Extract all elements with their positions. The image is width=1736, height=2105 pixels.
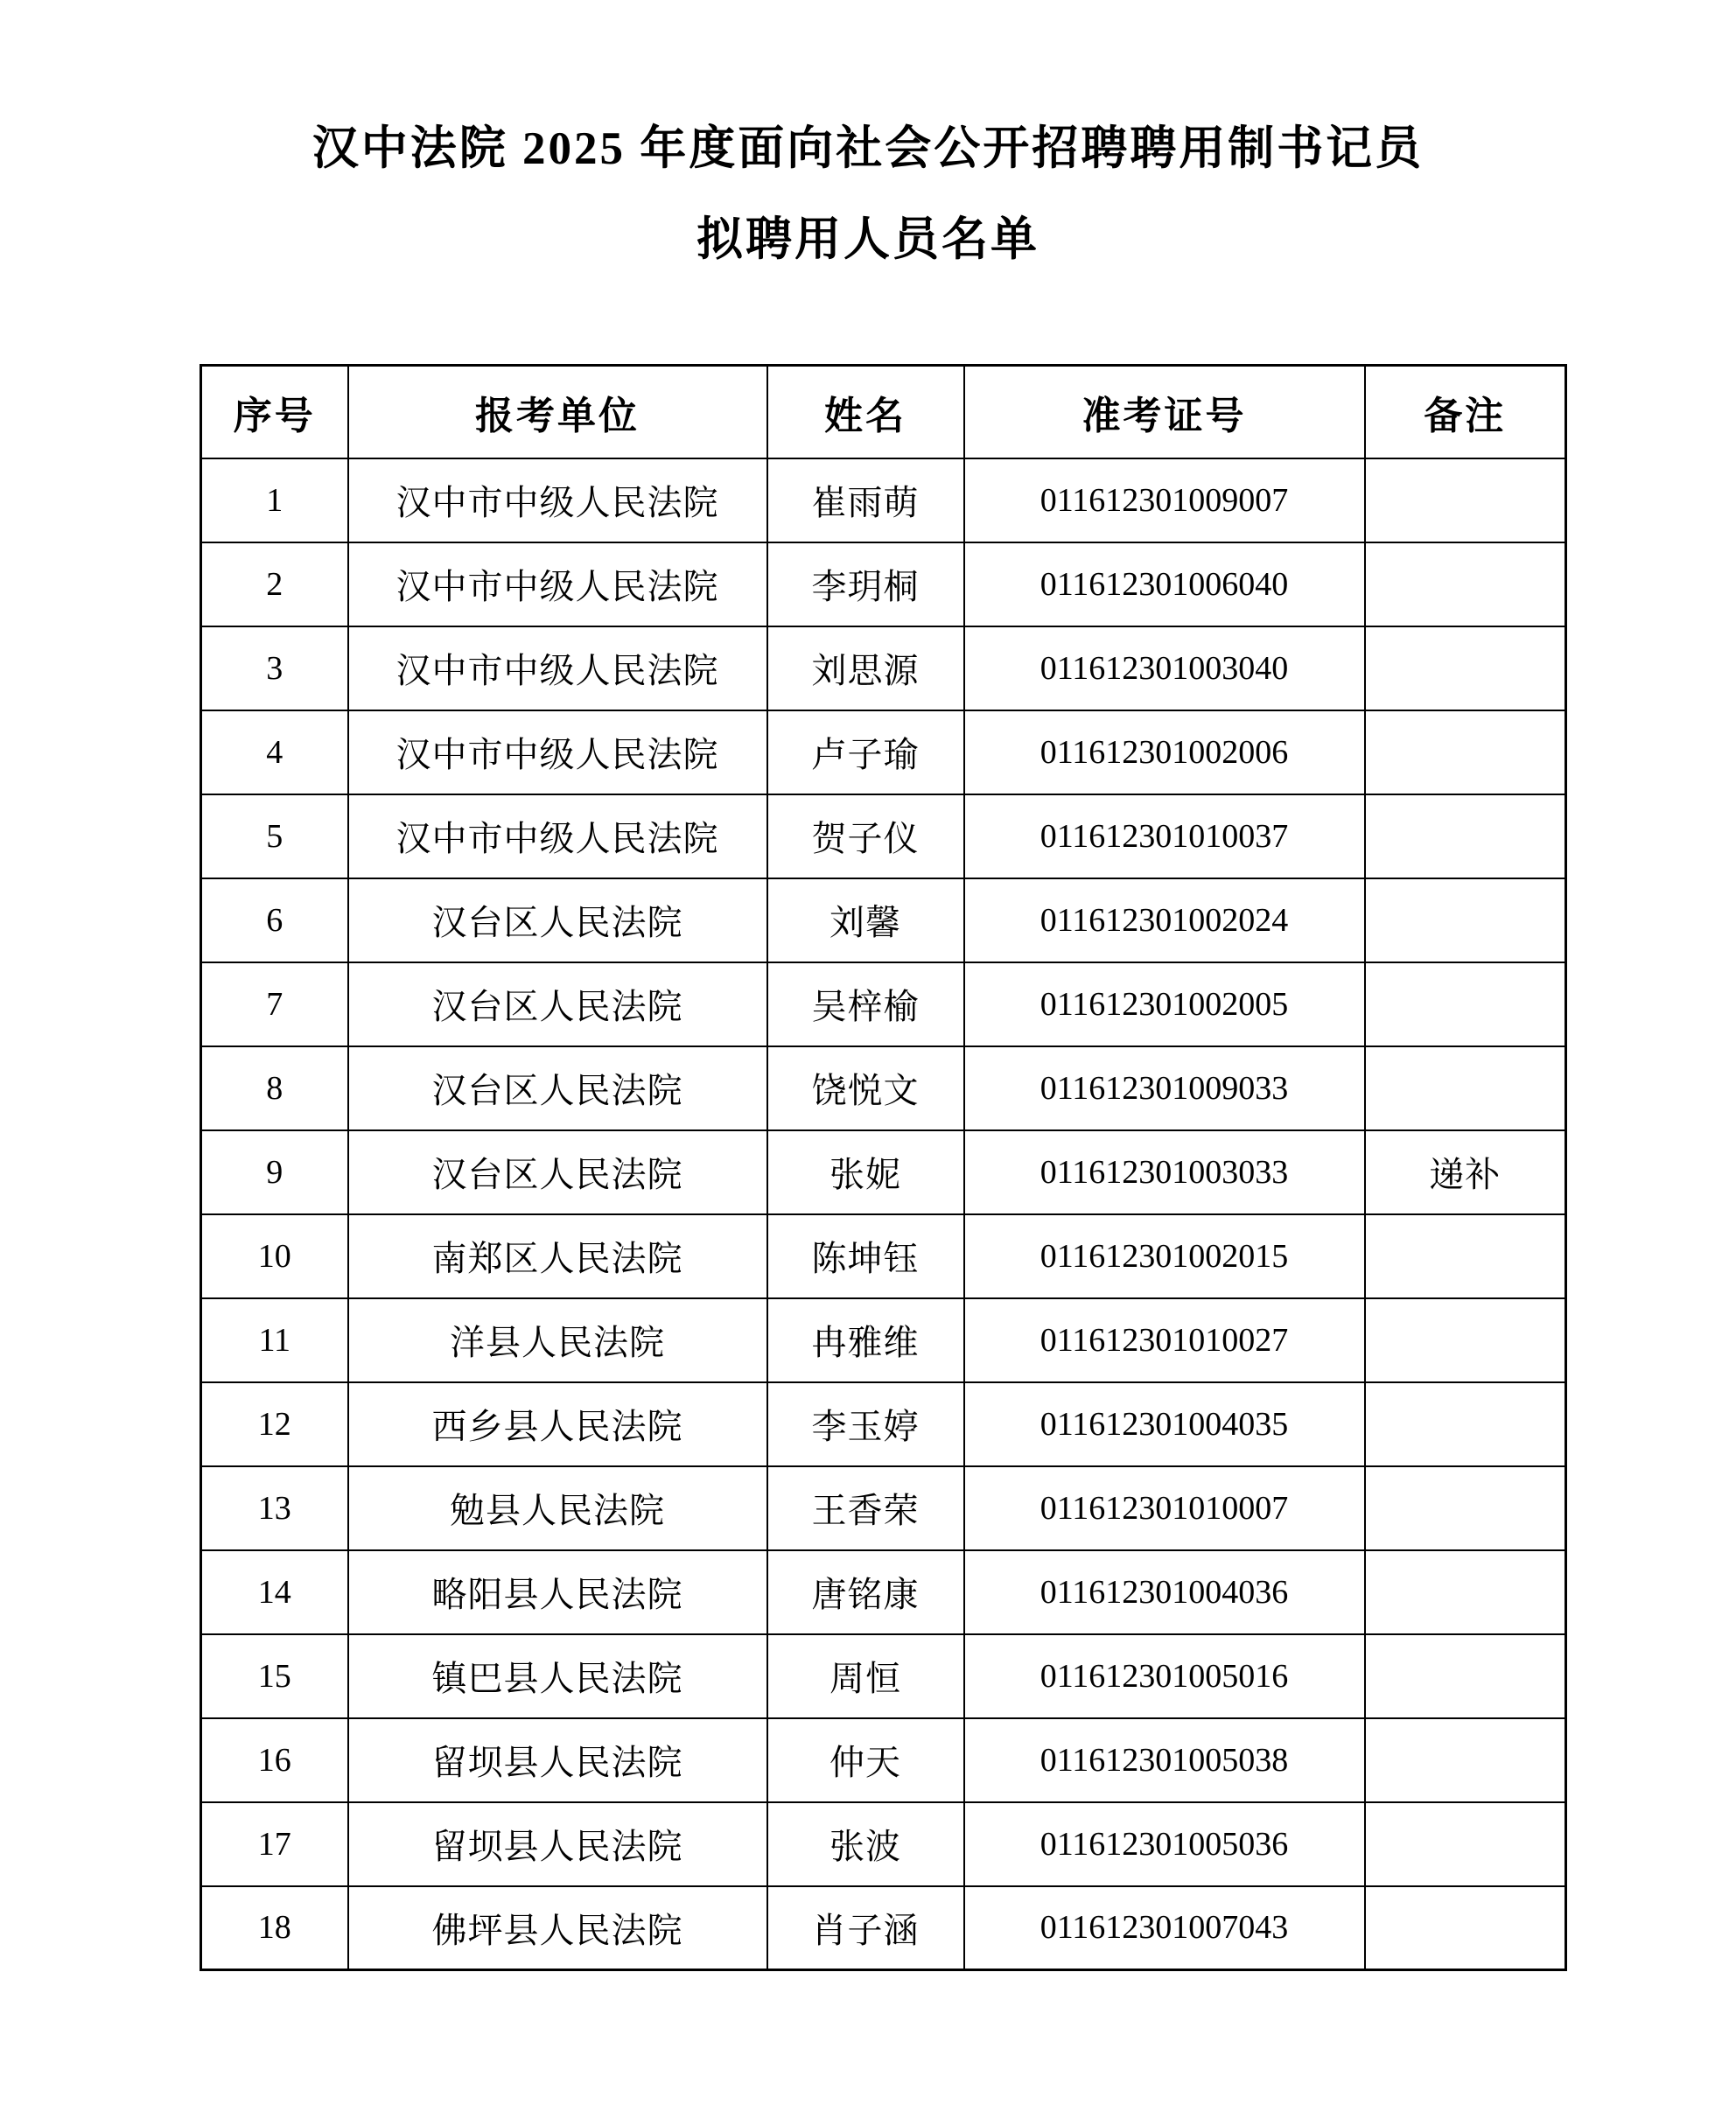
cell-remark: [1365, 542, 1566, 626]
table-row: [201, 962, 1566, 1046]
cell-exam-no: 011612301002006: [964, 710, 1365, 794]
cell-remark: 递补: [1365, 1130, 1566, 1214]
cell-no: 17: [201, 1802, 348, 1886]
table-row: [201, 1046, 1566, 1130]
table-row: [201, 1382, 1566, 1466]
cell-name: 吴梓榆: [767, 962, 964, 1046]
cell-name: 肖子涵: [767, 1886, 964, 1970]
cell-no: 16: [201, 1718, 348, 1802]
table-row: [201, 794, 1566, 878]
header-cell-remark: 备注: [1365, 366, 1566, 458]
cell-unit: 汉中市中级人民法院: [348, 794, 767, 878]
cell-name: 张波: [767, 1802, 964, 1886]
cell-name: 刘馨: [767, 878, 964, 962]
cell-unit: 汉台区人民法院: [348, 878, 767, 962]
cell-no: 3: [201, 626, 348, 710]
table-header-row: [201, 366, 1566, 458]
cell-no: 4: [201, 710, 348, 794]
header-cell-unit: 报考单位: [348, 366, 767, 458]
cell-exam-no: 011612301009007: [964, 458, 1365, 542]
cell-exam-no: 011612301003033: [964, 1130, 1365, 1214]
cell-unit: 勉县人民法院: [348, 1466, 767, 1550]
cell-name: 刘思源: [767, 626, 964, 710]
table-row: [201, 542, 1566, 626]
cell-remark: [1365, 710, 1566, 794]
table-row: [201, 1718, 1566, 1802]
cell-exam-no: 011612301003040: [964, 626, 1365, 710]
cell-unit: 汉台区人民法院: [348, 962, 767, 1046]
cell-remark: [1365, 1634, 1566, 1718]
cell-no: 7: [201, 962, 348, 1046]
table-row: [201, 1466, 1566, 1550]
cell-unit: 留坝县人民法院: [348, 1802, 767, 1886]
table-row: [201, 458, 1566, 542]
cell-unit: 略阳县人民法院: [348, 1550, 767, 1634]
cell-no: 15: [201, 1634, 348, 1718]
cell-remark: [1365, 962, 1566, 1046]
table-row: [201, 710, 1566, 794]
cell-name: 贺子仪: [767, 794, 964, 878]
header-cell-name: 姓名: [767, 366, 964, 458]
cell-remark: [1365, 1298, 1566, 1382]
cell-name: 周恒: [767, 1634, 964, 1718]
table-row: [201, 1130, 1566, 1214]
cell-unit: 镇巴县人民法院: [348, 1634, 767, 1718]
cell-remark: [1365, 1802, 1566, 1886]
cell-exam-no: 011612301007043: [964, 1886, 1365, 1970]
table-row: [201, 878, 1566, 962]
cell-exam-no: 011612301002005: [964, 962, 1365, 1046]
cell-name: 陈坤钰: [767, 1214, 964, 1298]
cell-name: 饶悦文: [767, 1046, 964, 1130]
table-row: [201, 1802, 1566, 1886]
cell-no: 5: [201, 794, 348, 878]
table-row: [201, 1634, 1566, 1718]
cell-no: 10: [201, 1214, 348, 1298]
cell-unit: 佛坪县人民法院: [348, 1886, 767, 1970]
cell-exam-no: 011612301004036: [964, 1550, 1365, 1634]
cell-exam-no: 011612301005036: [964, 1802, 1365, 1886]
cell-remark: [1365, 1046, 1566, 1130]
table-row: [201, 1886, 1566, 1970]
cell-exam-no: 011612301010037: [964, 794, 1365, 878]
cell-unit: 留坝县人民法院: [348, 1718, 767, 1802]
cell-exam-no: 011612301005038: [964, 1718, 1365, 1802]
hire-list-table: [200, 364, 1567, 1971]
cell-exam-no: 011612301002024: [964, 878, 1365, 962]
cell-unit: 汉中市中级人民法院: [348, 458, 767, 542]
cell-name: 王香荣: [767, 1466, 964, 1550]
cell-no: 1: [201, 458, 348, 542]
cell-name: 卢子瑜: [767, 710, 964, 794]
cell-exam-no: 011612301010007: [964, 1466, 1365, 1550]
table-row: [201, 1214, 1566, 1298]
document-title-line-2: 拟聘用人员名单: [696, 214, 1040, 265]
cell-remark: [1365, 1382, 1566, 1466]
cell-remark: [1365, 1550, 1566, 1634]
cell-name: 仲天: [767, 1718, 964, 1802]
header-cell-exam-no: 准考证号: [964, 366, 1365, 458]
cell-unit: 汉中市中级人民法院: [348, 542, 767, 626]
cell-name: 崔雨萌: [767, 458, 964, 542]
cell-remark: [1365, 626, 1566, 710]
cell-remark: [1365, 794, 1566, 878]
table-row: [201, 1550, 1566, 1634]
table-row: [201, 626, 1566, 710]
cell-remark: [1365, 1886, 1566, 1970]
cell-exam-no: 011612301009033: [964, 1046, 1365, 1130]
cell-name: 李玥桐: [767, 542, 964, 626]
cell-exam-no: 011612301004035: [964, 1382, 1365, 1466]
cell-name: 冉雅维: [767, 1298, 964, 1382]
cell-unit: 洋县人民法院: [348, 1298, 767, 1382]
cell-no: 2: [201, 542, 348, 626]
cell-name: 李玉婷: [767, 1382, 964, 1466]
cell-unit: 汉中市中级人民法院: [348, 710, 767, 794]
cell-exam-no: 011612301005016: [964, 1634, 1365, 1718]
cell-no: 12: [201, 1382, 348, 1466]
cell-no: 13: [201, 1466, 348, 1550]
cell-unit: 西乡县人民法院: [348, 1382, 767, 1466]
cell-no: 6: [201, 878, 348, 962]
cell-no: 8: [201, 1046, 348, 1130]
cell-unit: 南郑区人民法院: [348, 1214, 767, 1298]
table-body: [201, 458, 1566, 1970]
cell-exam-no: 011612301006040: [964, 542, 1365, 626]
cell-remark: [1365, 1466, 1566, 1550]
document-title-line-1: 汉中法院 2025 年度面向社会公开招聘聘用制书记员: [312, 123, 1424, 174]
cell-no: 11: [201, 1298, 348, 1382]
cell-unit: 汉中市中级人民法院: [348, 626, 767, 710]
cell-exam-no: 011612301010027: [964, 1298, 1365, 1382]
cell-no: 14: [201, 1550, 348, 1634]
cell-no: 18: [201, 1886, 348, 1970]
header-cell-no: 序号: [201, 366, 348, 458]
cell-remark: [1365, 1214, 1566, 1298]
cell-name: 张妮: [767, 1130, 964, 1214]
cell-name: 唐铭康: [767, 1550, 964, 1634]
cell-exam-no: 011612301002015: [964, 1214, 1365, 1298]
cell-remark: [1365, 878, 1566, 962]
cell-remark: [1365, 1718, 1566, 1802]
table-row: [201, 1298, 1566, 1382]
cell-unit: 汉台区人民法院: [348, 1130, 767, 1214]
cell-remark: [1365, 458, 1566, 542]
cell-no: 9: [201, 1130, 348, 1214]
cell-unit: 汉台区人民法院: [348, 1046, 767, 1130]
